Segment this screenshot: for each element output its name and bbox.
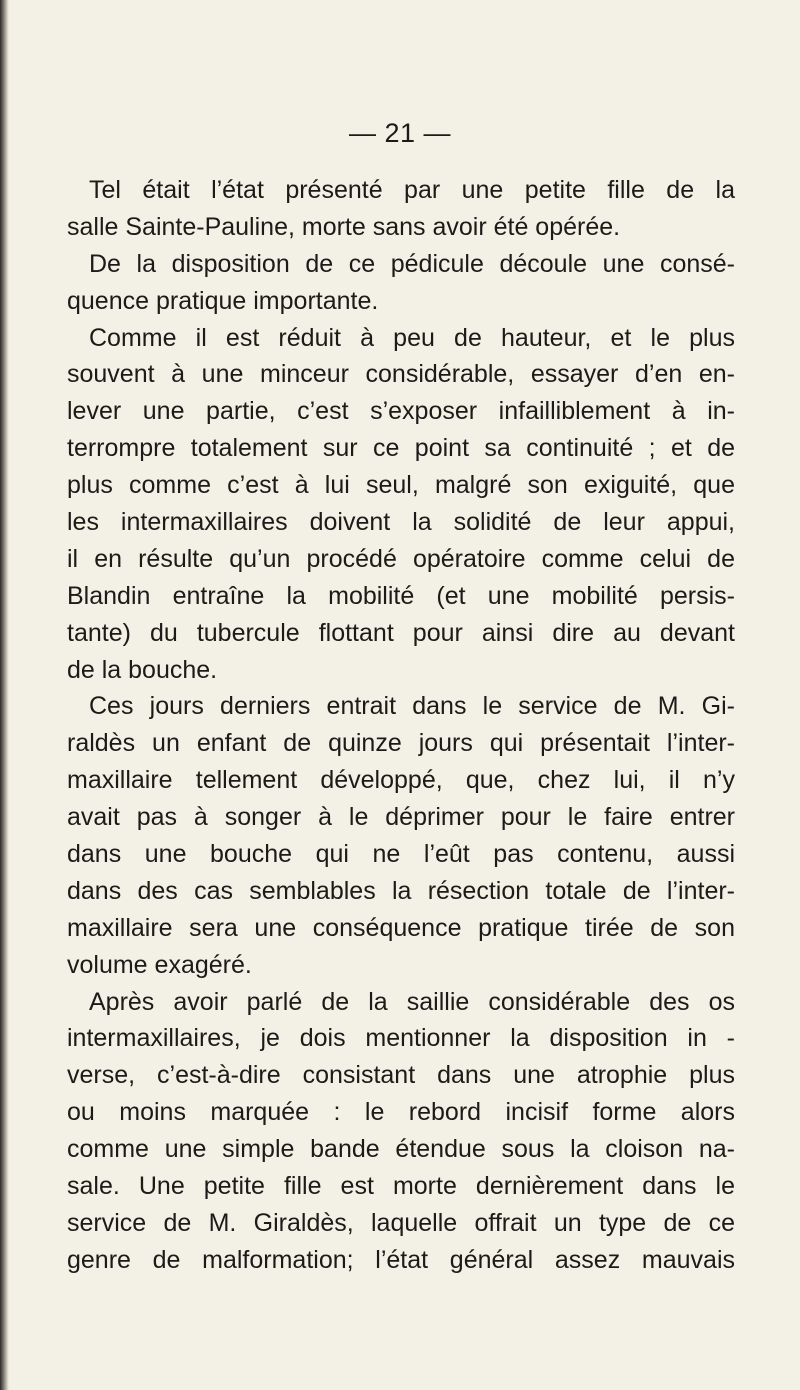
text-line: lever une partie, c’est s’exposer infailliblement à in- (67, 397, 735, 426)
text-line: avait pas à songer à le déprimer pour le faire entrer (67, 803, 735, 832)
text-line: souvent à une minceur considérable, essayer d’en en- (67, 360, 735, 389)
text-line: sale. Une petite fille est morte dernièrement dans le (67, 1172, 735, 1201)
text-line: genre de malformation; l’état général assez mauvais (67, 1245, 735, 1274)
text-line: service de M. Giraldès, laquelle offrait un type de ce (67, 1208, 735, 1237)
text-line: De la disposition de ce pédicule découle une consé- (89, 249, 735, 278)
text-line: Comme il est réduit à peu de hauteur, et le plus (89, 323, 735, 352)
text-line: Après avoir parlé de la saillie considérable des os (89, 987, 735, 1016)
text-line: verse, c’est-à-dire consistant dans une atrophie plus (67, 1061, 735, 1090)
paragraph (67, 172, 735, 246)
paragraph (67, 246, 735, 320)
text-line: maxillaire tellement développé, que, chez lui, il n’y (67, 766, 735, 795)
page-number: — 21 — (348, 118, 452, 148)
text-line: ou moins marquée : le rebord incisif forme alors (67, 1098, 735, 1127)
text-line: Tel était l’état présenté par une petite fille de la (89, 176, 735, 204)
text-line: Ces jours derniers entrait dans le service de M. Gi- (89, 692, 735, 721)
text-line: quence pratique importante. (67, 286, 379, 315)
body-text (67, 172, 735, 1279)
text-line: Blandin entraîne la mobilité (et une mobilité persis- (67, 581, 735, 610)
text-line: plus comme c’est à lui seul, malgré son exiguité, que (67, 471, 735, 500)
text-line: les intermaxillaires doivent la solidité de leur appui, (67, 508, 735, 537)
text-line: de la bouche. (67, 655, 218, 684)
text-line: comme une simple bande étendue sous la cloison na- (67, 1135, 735, 1164)
text-line: maxillaire sera une conséquence pratique tirée de son (67, 913, 735, 942)
text-line: volume exagéré. (67, 950, 252, 979)
text-line: dans des cas semblables la résection totale de l’inter- (67, 876, 735, 905)
text-line: tante) du tubercule flottant pour ainsi dire au devant (67, 618, 735, 647)
text-line: dans une bouche qui ne l’eût pas contenu, aussi (67, 840, 735, 869)
text-line: salle Sainte-Pauline, morte sans avoir été opérée. (67, 212, 621, 241)
paragraph (67, 688, 735, 983)
paragraph (67, 984, 735, 1279)
text-line: raldès un enfant de quinze jours qui présentait l’inter- (67, 729, 735, 758)
paragraph (67, 320, 735, 689)
text-line: il en résulte qu’un procédé opératoire comme celui de (67, 544, 735, 573)
page-binding-edge (0, 0, 9, 1390)
text-line: intermaxillaires, je dois mentionner la disposition in - (67, 1024, 735, 1053)
text-line: terrompre totalement sur ce point sa continuité ; et de (67, 434, 735, 463)
